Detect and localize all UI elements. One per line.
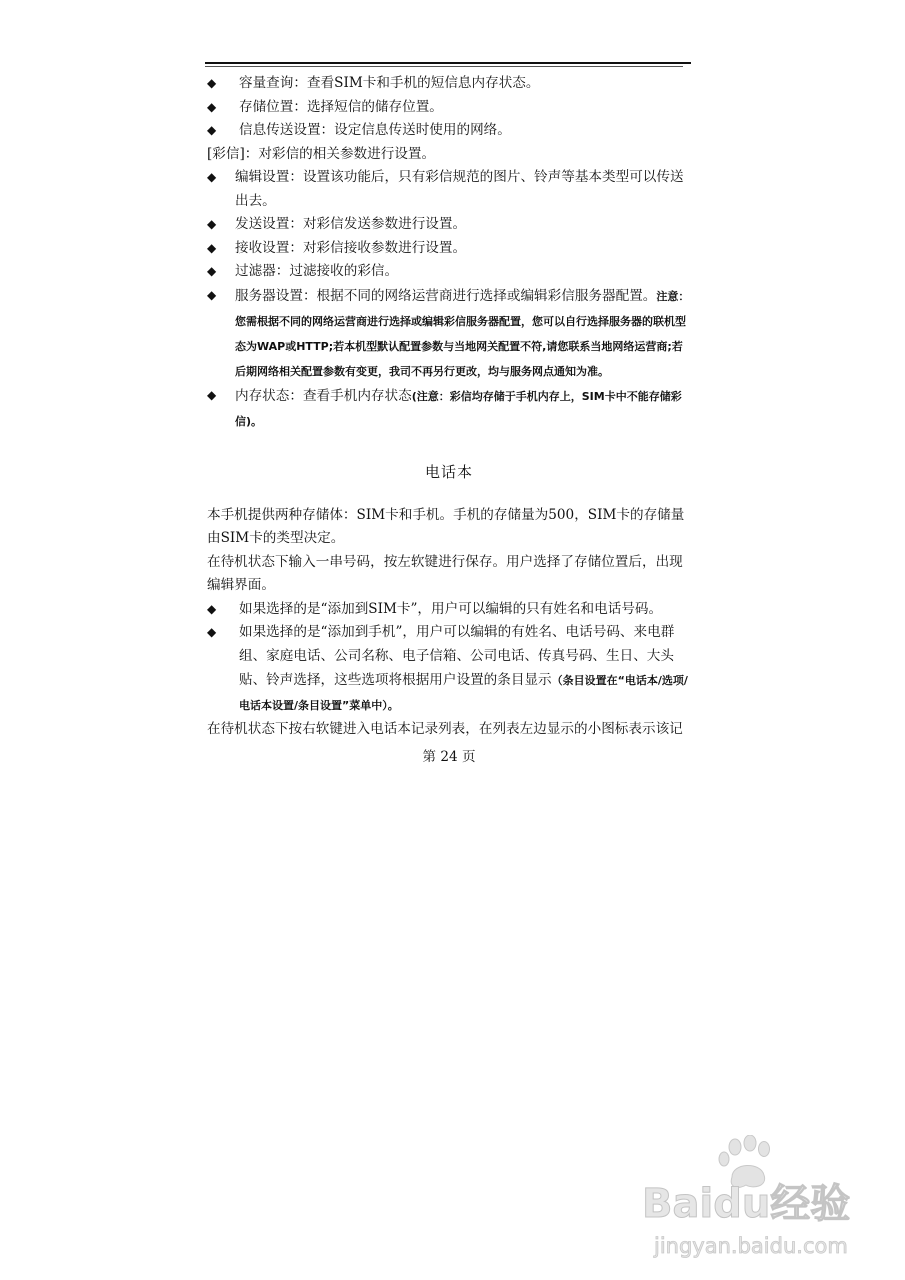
bullet-text: 编辑设置：设置该功能后，只有彩信规范的图片、铃声等基本类型可以传送出去。: [235, 169, 684, 209]
diamond-bullet-icon: ◆: [207, 387, 217, 402]
bullet-storage: [207, 96, 691, 120]
phonebook-para-2: 在待机状态下输入一串号码，按左软键进行保存。用户选择了存储位置后，出现编辑界面。: [207, 553, 683, 593]
bullet-text: 接收设置：对彩信接收参数进行设置。: [235, 239, 467, 256]
page-content: [207, 72, 691, 768]
bullet-capacity: [207, 72, 691, 96]
bullet-text: 发送设置：对彩信发送参数进行设置。: [235, 216, 467, 232]
bullet-text: 存储位置：选择短信的储存位置。: [239, 98, 443, 115]
header-rule: [205, 62, 691, 64]
diamond-bullet-icon: ◆: [207, 601, 217, 616]
bullet-add-sim: [207, 598, 691, 622]
bullet-transfer: [207, 119, 691, 143]
section-heading: 电话本: [424, 462, 473, 481]
page-number: 第 24 页: [422, 748, 476, 765]
phonebook-para-1: 本手机提供两种存储体：SIM卡和手机。手机的存储量为500，SIM卡的存储量由SIM卡的类型决定。: [207, 506, 685, 546]
bullet-text: 如果选择的是“添加到SIM卡”，用户可以编辑的只有姓名和电话号码。: [239, 600, 663, 617]
bullet-text: 内存状态：查看手机内存状态: [235, 387, 412, 404]
watermark-brand: Baidu经验: [642, 1181, 851, 1227]
bullet-text: 信息传送设置：设定信息传送时使用的网络。: [239, 122, 511, 138]
diamond-bullet-icon: ◆: [207, 217, 217, 231]
diamond-bullet-icon: ◆: [207, 170, 217, 184]
bullet-mms-filter: [207, 260, 691, 284]
diamond-bullet-icon: ◆: [207, 240, 217, 255]
bullet-mms-receive: [207, 237, 691, 261]
paw-logo-icon: [719, 1135, 770, 1187]
diamond-bullet-icon: ◆: [207, 99, 217, 114]
bullet-text: 如果选择的是“添加到手机”，用户可以编辑的有姓名、电话号码、来电群组、家庭电话、公司名称、电子信箱、公司电话、传真号码、生日、大头贴、铃声选择，这些选项将根据用户设置的条目显示: [239, 624, 675, 688]
bullet-mms-server: [207, 284, 691, 384]
bullet-mms-send: [207, 213, 691, 237]
bullet-add-phone: [207, 621, 691, 718]
entry-setting-note: （条目设置在“电话本/选项/电话本设置/条目设置”菜单中）。: [239, 674, 688, 712]
watermark-url: jingyan.baidu.com: [654, 1234, 848, 1258]
bullet-mms-edit: [207, 166, 691, 213]
mms-intro: [彩信]：对彩信的相关参数进行设置。: [207, 145, 436, 162]
bullet-text: 服务器设置：根据不同的网络运营商进行选择或编辑彩信服务器配置。: [235, 287, 657, 304]
bullet-mms-memory: [207, 384, 691, 434]
phonebook-para-3: 在待机状态下按右软键进入电话本记录列表，在列表左边显示的小图标表示该记: [207, 721, 683, 737]
diamond-bullet-icon: ◆: [207, 76, 217, 90]
memory-note: (注意：彩信均存储于手机内存上，SIM卡中不能存储彩信)。: [235, 389, 682, 428]
baidu-jingyan-watermark: [640, 1135, 890, 1265]
server-note: 注意：您需根据不同的网络运营商进行选择或编辑彩信服务器配置，您可以自行选择服务器的联机型态为WAP或HTTP;若本机型默认配置参数与当地网关配置不符,请您联系当地网络运营商;若后期网络相关配置参数有变更，我司不再另行更改，均与服务网点通知为准。: [235, 289, 690, 378]
diamond-bullet-icon: ◆: [207, 123, 217, 137]
diamond-bullet-icon: ◆: [207, 287, 217, 302]
diamond-bullet-icon: ◆: [207, 625, 217, 639]
diamond-bullet-icon: ◆: [207, 264, 217, 278]
header-rule-thin: [205, 66, 683, 67]
bullet-text: 过滤器：过滤接收的彩信。: [235, 263, 399, 279]
bullet-text: 容量查询：查看SIM卡和手机的短信息内存状态。: [239, 75, 540, 91]
